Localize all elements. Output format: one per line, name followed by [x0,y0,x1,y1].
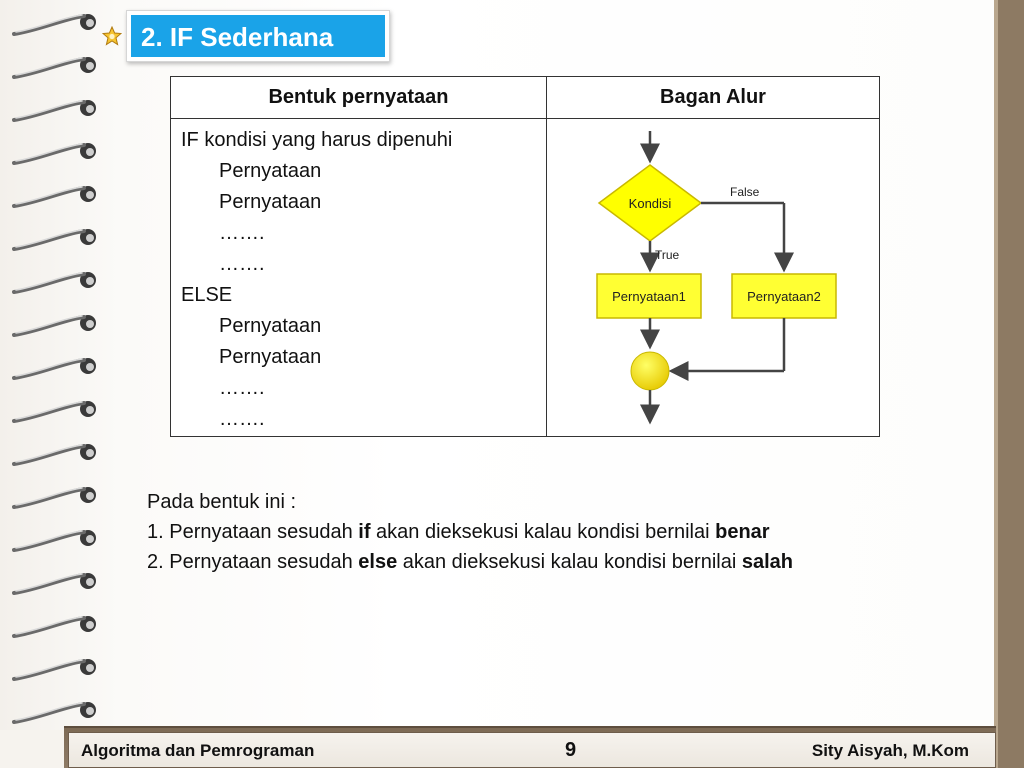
binding-hole-shine [86,105,94,113]
binding-hole-shine [86,234,94,242]
binding-wire [14,446,84,464]
binding-wire-highlight [16,402,82,419]
code-line: Pernyataan [219,160,322,182]
code-block [171,119,546,435]
table-header-flowchart: Bagan Alur [547,77,880,119]
binding-hole-shine [86,320,94,328]
table-header-form: Bentuk pernyataan [171,77,547,119]
table-row [171,119,880,437]
star-bullet-icon [102,26,122,46]
binding-wire-highlight [16,15,82,32]
binding-wire-highlight [16,531,82,548]
binding-wire [14,188,84,206]
title-box [126,10,390,62]
true-label: True [655,248,680,262]
code-line: ……. [219,408,265,430]
binding-hole-shine [86,62,94,70]
binding-wire [14,575,84,593]
binding-wire [14,16,84,34]
description-line-1: 1. Pernyataan sesudah if akan dieksekusi kalau kondisi bernilai benar [147,521,770,543]
right-border-bar [994,0,1024,768]
binding-wire [14,704,84,722]
binding-wire-highlight [16,101,82,118]
code-line: Pernyataan [219,315,322,337]
footer-author: Sity Aisyah, M.Kom [811,741,969,760]
binding-wire-highlight [16,488,82,505]
binding-hole-shine [86,277,94,285]
binding-wire [14,145,84,163]
binding-wire-highlight [16,273,82,290]
binding-wire-highlight [16,144,82,161]
footer-bar [64,726,996,768]
binding-wire [14,489,84,507]
binding-wire-highlight [16,617,82,634]
code-line: ……. [219,253,265,275]
binding-hole-shine [86,707,94,715]
binding-wire-highlight [16,359,82,376]
binding-wire-highlight [16,574,82,591]
description-line-2: 2. Pernyataan sesudah else akan dieksekusi kalau kondisi bernilai salah [147,551,793,573]
binding-hole-shine [86,363,94,371]
statement1-label: Pernyataan1 [612,289,686,304]
binding-hole-shine [86,621,94,629]
binding-hole-shine [86,492,94,500]
binding-hole-shine [86,664,94,672]
code-line: ……. [219,377,265,399]
flowchart [547,119,877,435]
slide-title: 2. IF Sederhana [131,15,385,57]
footer-panel [68,732,996,768]
flowchart-cell [547,119,880,437]
code-line: ELSE [181,284,233,306]
footer-course: Algoritma dan Pemrograman [81,741,315,760]
binding-hole-shine [86,406,94,414]
spiral-binding [0,0,110,768]
binding-hole-shine [86,19,94,27]
binding-wire [14,532,84,550]
binding-wire [14,661,84,679]
binding-wire-highlight [16,660,82,677]
code-line: Pernyataan [219,191,322,213]
code-line: IF kondisi yang harus dipenuhi [181,129,453,151]
table-header-row [171,77,880,119]
false-label: False [730,185,760,199]
syntax-table [170,76,880,437]
decision-label: Kondisi [628,196,672,211]
code-cell [171,119,547,437]
binding-hole-shine [86,148,94,156]
binding-wire [14,231,84,249]
binding-wire-highlight [16,230,82,247]
binding-hole-shine [86,191,94,199]
binding-wire [14,360,84,378]
binding-wire-highlight [16,703,82,720]
binding-wire [14,59,84,77]
binding-wire-highlight [16,187,82,204]
merge-connector [631,352,669,390]
description-intro: Pada bentuk ini : [147,491,296,513]
page-number: 9 [565,739,577,761]
binding-wire [14,403,84,421]
binding-wire [14,274,84,292]
code-line: Pernyataan [219,346,322,368]
binding-wire [14,102,84,120]
binding-wire-highlight [16,58,82,75]
code-line: ……. [219,222,265,244]
binding-hole-shine [86,578,94,586]
binding-wire-highlight [16,445,82,462]
binding-hole-shine [86,449,94,457]
description [147,487,793,577]
statement2-label: Pernyataan2 [747,289,821,304]
binding-hole-shine [86,535,94,543]
binding-wire [14,317,84,335]
binding-wire-highlight [16,316,82,333]
binding-wire [14,618,84,636]
